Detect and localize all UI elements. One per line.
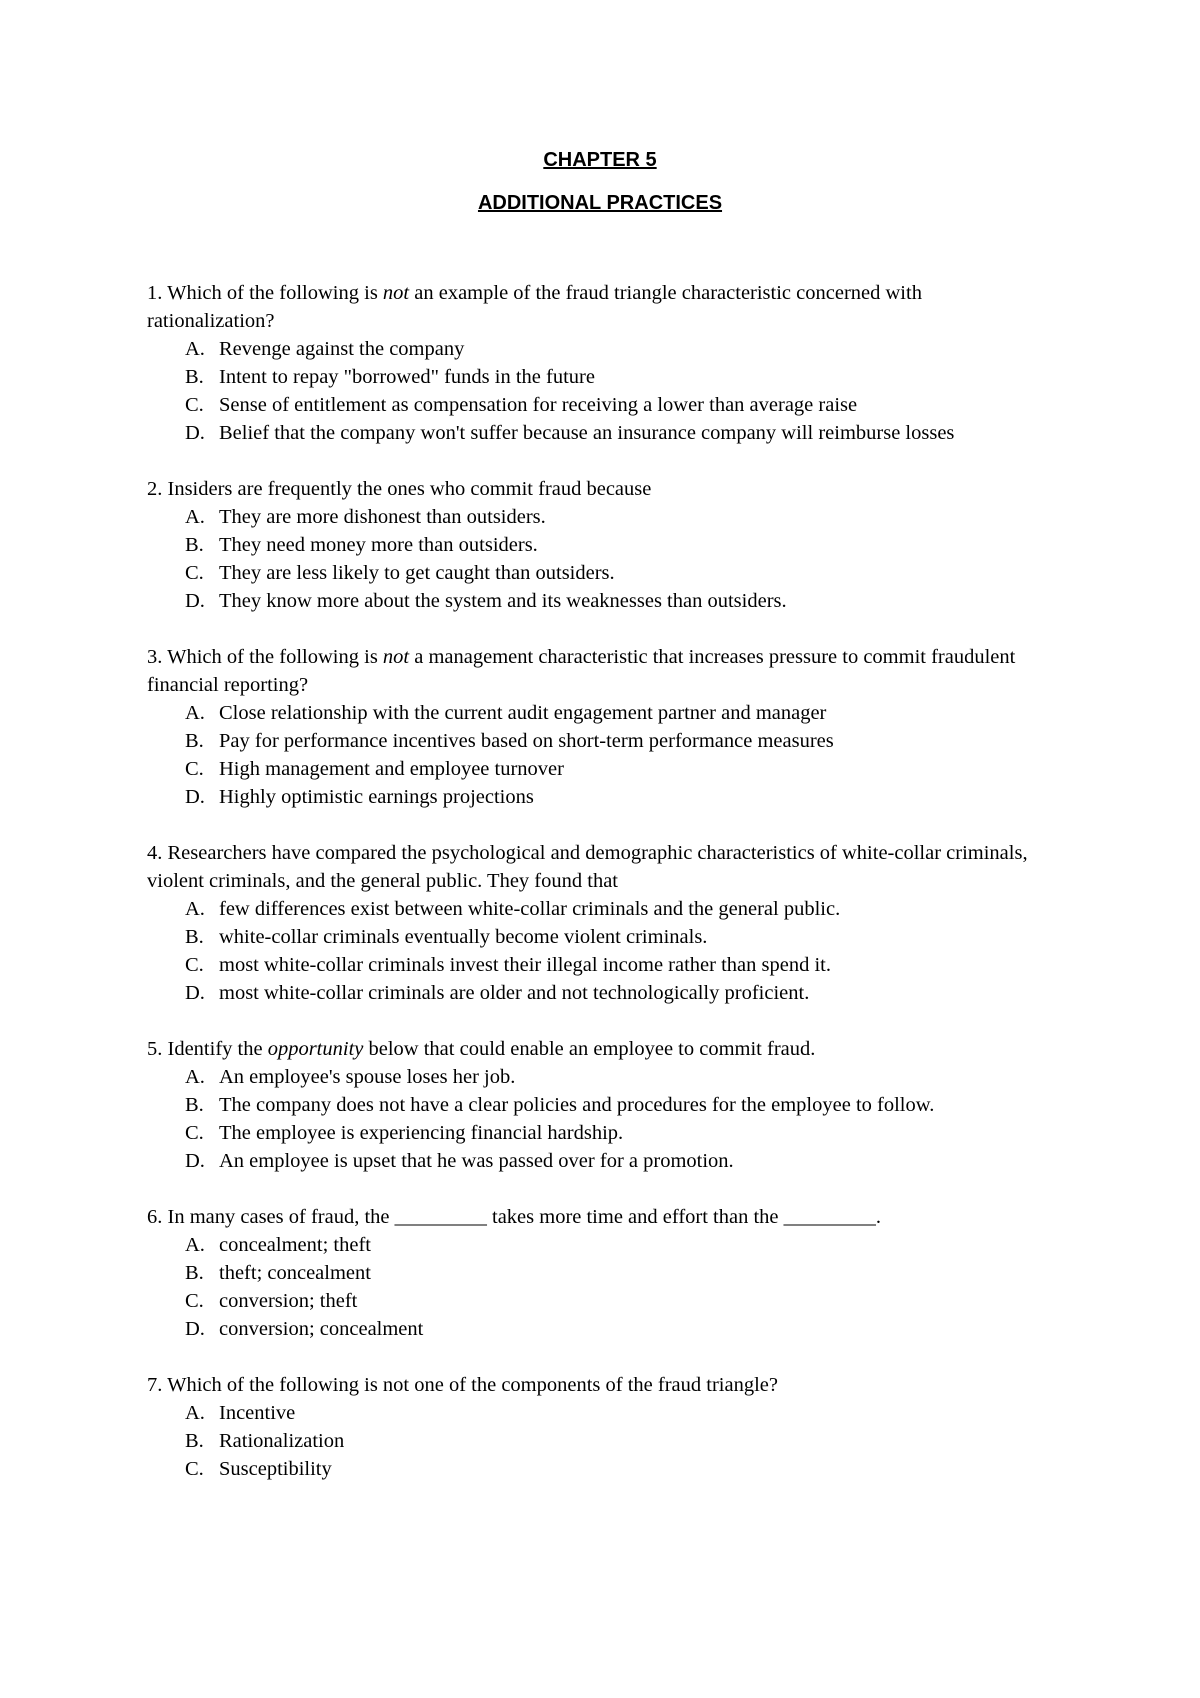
question-text: Researchers have compared the psychological and demographic characteristics of white-collar criminals, violent criminals, and the general public. They found that — [147, 842, 1028, 892]
question-item — [147, 475, 1047, 615]
option-text: They are less likely to get caught than outsiders. — [219, 562, 615, 584]
answer-options — [147, 895, 1047, 1007]
question-emphasis: opportunity — [267, 1038, 364, 1060]
option-letter: D. — [185, 1318, 205, 1340]
option-letter: D. — [185, 422, 205, 444]
option-text: An employee's spouse loses her job. — [219, 1066, 516, 1088]
question-item — [147, 1035, 1047, 1175]
answer-option — [147, 1259, 1047, 1287]
answer-option — [147, 1119, 1047, 1147]
option-letter: A. — [185, 338, 205, 360]
option-text: most white-collar criminals are older and not technologically proficient. — [219, 982, 810, 1004]
option-text: conversion; theft — [219, 1290, 358, 1312]
answer-option — [147, 1231, 1047, 1259]
question-number: 3. — [147, 646, 163, 668]
option-letter: D. — [185, 590, 205, 612]
option-letter: C. — [185, 1122, 204, 1144]
answer-options — [147, 503, 1047, 615]
option-text: Incentive — [219, 1402, 296, 1424]
question-number: 6. — [147, 1206, 163, 1228]
question-stem — [147, 1371, 1047, 1399]
option-text: Susceptibility — [219, 1458, 332, 1480]
answer-option — [147, 1063, 1047, 1091]
option-letter: A. — [185, 898, 205, 920]
question-stem — [147, 279, 1047, 335]
question-number: 1. — [147, 282, 163, 304]
option-text: They know more about the system and its weaknesses than outsiders. — [219, 590, 787, 612]
option-letter: A. — [185, 1066, 205, 1088]
option-letter: B. — [185, 1094, 204, 1116]
answer-option — [147, 951, 1047, 979]
answer-option — [147, 727, 1047, 755]
question-text: In many cases of fraud, the _________ takes more time and effort than the _________. — [167, 1206, 882, 1228]
question-number: 5. — [147, 1038, 163, 1060]
question-text-continued: an example of the fraud triangle characteristic concerned with rationalization? — [147, 282, 922, 332]
question-text: Which of the following is — [167, 646, 383, 668]
answer-options — [147, 335, 1047, 447]
question-stem — [147, 643, 1047, 699]
option-letter: C. — [185, 1290, 204, 1312]
question-stem — [147, 475, 1047, 503]
option-letter: C. — [185, 1458, 204, 1480]
question-text-continued: below that could enable an employee to commit fraud. — [363, 1038, 816, 1060]
option-letter: C. — [185, 394, 204, 416]
question-text: Which of the following is not one of the components of the fraud triangle? — [167, 1374, 778, 1396]
question-item — [147, 1203, 1047, 1343]
option-text: most white-collar criminals invest their illegal income rather than spend it. — [219, 954, 831, 976]
answer-option — [147, 979, 1047, 1007]
question-number: 2. — [147, 478, 163, 500]
question-item — [147, 839, 1047, 1007]
answer-options — [147, 699, 1047, 811]
answer-option — [147, 699, 1047, 727]
option-text: Highly optimistic earnings projections — [219, 786, 534, 808]
option-letter: A. — [185, 1402, 205, 1424]
option-text: concealment; theft — [219, 1234, 371, 1256]
option-text: Sense of entitlement as compensation for receiving a lower than average raise — [219, 394, 858, 416]
option-letter: A. — [185, 1234, 205, 1256]
answer-option — [147, 559, 1047, 587]
option-text: The company does not have a clear policies and procedures for the employee to follow. — [219, 1094, 935, 1116]
option-letter: A. — [185, 702, 205, 724]
answer-option — [147, 1091, 1047, 1119]
option-letter: C. — [185, 758, 204, 780]
option-text: They need money more than outsiders. — [219, 534, 538, 556]
question-list — [147, 279, 1047, 1511]
answer-option — [147, 1287, 1047, 1315]
question-text: Which of the following is — [167, 282, 383, 304]
option-letter: C. — [185, 562, 204, 584]
option-text: Intent to repay "borrowed" funds in the future — [219, 366, 595, 388]
option-text: Revenge against the company — [219, 338, 465, 360]
answer-option — [147, 363, 1047, 391]
option-text: An employee is upset that he was passed over for a promotion. — [219, 1150, 734, 1172]
option-letter: C. — [185, 954, 204, 976]
question-number: 4. — [147, 842, 163, 864]
option-letter: B. — [185, 1430, 204, 1452]
option-text: Pay for performance incentives based on short-term performance measures — [219, 730, 834, 752]
question-text: Identify the — [167, 1038, 268, 1060]
question-emphasis: not — [382, 282, 410, 304]
chapter-title: CHAPTER 5 — [543, 149, 657, 171]
option-text: High management and employee turnover — [219, 758, 564, 780]
question-number: 7. — [147, 1374, 163, 1396]
answer-option — [147, 503, 1047, 531]
question-text: Insiders are frequently the ones who commit fraud because — [167, 478, 652, 500]
option-text: Rationalization — [219, 1430, 345, 1452]
option-text: conversion; concealment — [219, 1318, 424, 1340]
option-letter: D. — [185, 786, 205, 808]
question-item — [147, 1371, 1047, 1483]
option-letter: D. — [185, 1150, 205, 1172]
option-text: white-collar criminals eventually become violent criminals. — [219, 926, 708, 948]
answer-option — [147, 1399, 1047, 1427]
answer-option — [147, 923, 1047, 951]
option-text: They are more dishonest than outsiders. — [219, 506, 546, 528]
answer-options — [147, 1399, 1047, 1483]
option-text: The employee is experiencing financial hardship. — [219, 1122, 624, 1144]
option-letter: B. — [185, 1262, 204, 1284]
option-letter: B. — [185, 730, 204, 752]
answer-option — [147, 1455, 1047, 1483]
option-text: few differences exist between white-collar criminals and the general public. — [219, 898, 841, 920]
answer-option — [147, 335, 1047, 363]
answer-option — [147, 391, 1047, 419]
option-letter: B. — [185, 926, 204, 948]
option-text: Belief that the company won't suffer because an insurance company will reimburse losses — [219, 422, 955, 444]
option-letter: B. — [185, 366, 204, 388]
option-text: theft; concealment — [219, 1262, 371, 1284]
option-letter: B. — [185, 534, 204, 556]
answer-options — [147, 1231, 1047, 1343]
question-stem — [147, 1203, 1047, 1231]
question-stem — [147, 1035, 1047, 1063]
answer-option — [147, 419, 1047, 447]
option-letter: D. — [185, 982, 205, 1004]
answer-option — [147, 1427, 1047, 1455]
option-text: Close relationship with the current audit engagement partner and manager — [219, 702, 827, 724]
option-letter: A. — [185, 506, 205, 528]
question-stem — [147, 839, 1047, 895]
question-text-continued: a management characteristic that increases pressure to commit fraudulent financial reporting? — [147, 646, 1016, 696]
question-item — [147, 643, 1047, 811]
question-emphasis: not — [382, 646, 410, 668]
answer-option — [147, 1315, 1047, 1343]
section-title: ADDITIONAL PRACTICES — [477, 192, 723, 214]
answer-option — [147, 755, 1047, 783]
answer-option — [147, 895, 1047, 923]
answer-option — [147, 1147, 1047, 1175]
answer-option — [147, 531, 1047, 559]
answer-options — [147, 1063, 1047, 1175]
answer-option — [147, 783, 1047, 811]
answer-option — [147, 587, 1047, 615]
question-item — [147, 279, 1047, 447]
